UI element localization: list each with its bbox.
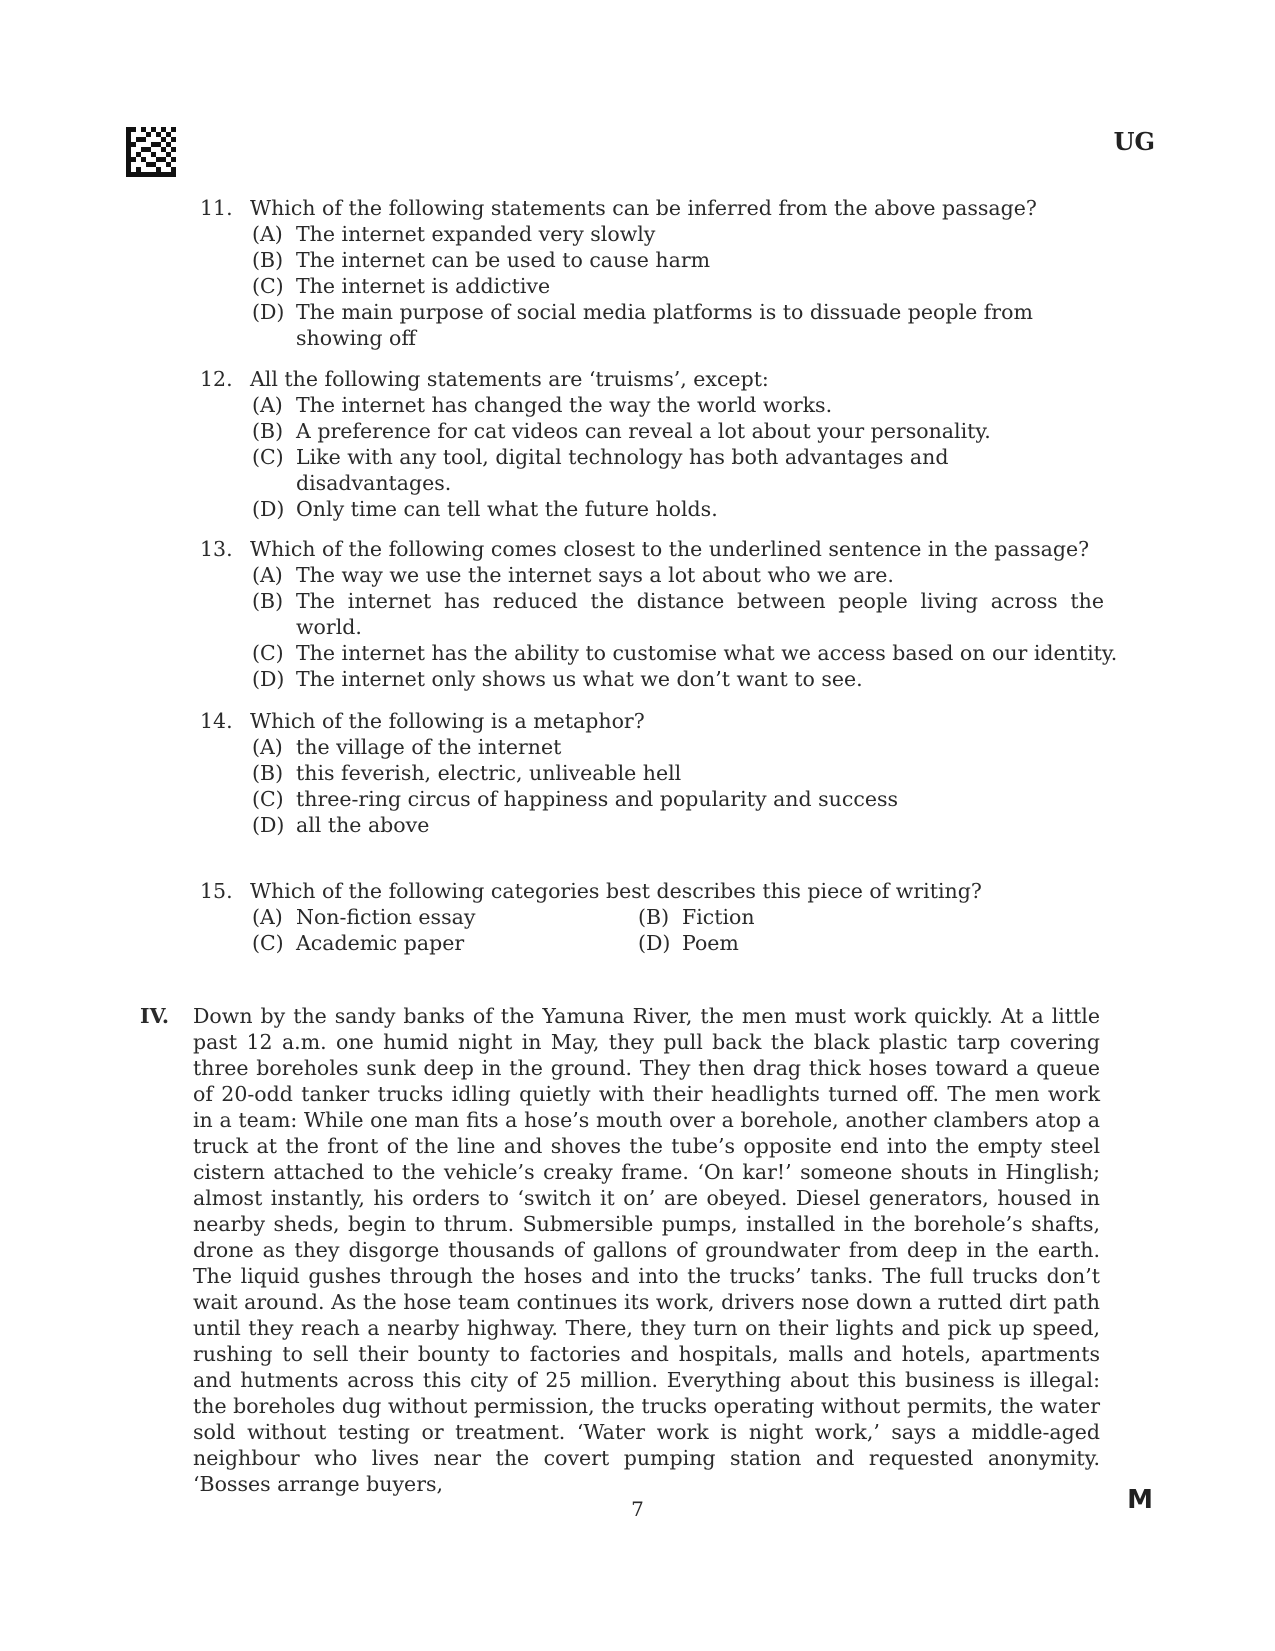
option-label: (C) — [252, 445, 284, 469]
question-stem: All the following statements are ‘truisms’, except: — [250, 367, 769, 391]
option-text: all the above — [296, 813, 430, 837]
option-text: three-ring circus of happiness and popularity and success — [296, 787, 898, 811]
qr-code — [126, 127, 178, 179]
option-label: (D) — [252, 300, 285, 324]
option-text: The internet is addictive — [296, 274, 551, 298]
question-number: 15. — [200, 879, 233, 903]
option-label: (A) — [252, 563, 283, 587]
option-label: (B) — [252, 589, 284, 613]
option-label: (C) — [252, 274, 284, 298]
option-label: (A) — [252, 393, 283, 417]
option-label: (D) — [252, 667, 285, 691]
option-text: Like with any tool, digital technology has both advantages and disadvantages. — [296, 445, 949, 495]
option-a — [252, 221, 1100, 247]
question-14 — [200, 708, 1100, 838]
question-15 — [200, 878, 1100, 956]
question-number: 14. — [200, 709, 233, 733]
option-c — [252, 930, 464, 956]
option-text: The internet has the ability to customise what we access based on our identity. — [296, 641, 1118, 665]
option-text: The internet has changed the way the world works. — [296, 393, 833, 417]
question-stem: Which of the following comes closest to the underlined sentence in the passage? — [250, 537, 1090, 561]
option-label: (A) — [252, 222, 283, 246]
option-text: the village of the internet — [296, 735, 562, 759]
option-label: (C) — [252, 787, 284, 811]
option-label: (C) — [252, 931, 284, 955]
option-text: Only time can tell what the future holds. — [296, 497, 718, 521]
option-label: (B) — [252, 248, 284, 272]
option-label: (D) — [638, 931, 671, 955]
option-d — [252, 496, 1100, 522]
option-label: (B) — [638, 905, 670, 929]
option-text: The main purpose of social media platforms is to dissuade people from showing off — [296, 300, 1033, 350]
option-label: (A) — [252, 905, 283, 929]
series-code: M — [1127, 1485, 1153, 1515]
option-text: Poem — [682, 931, 739, 955]
option-text: A preference for cat videos can reveal a lot about your personality. — [296, 419, 991, 443]
question-number: 13. — [200, 537, 233, 561]
option-text: this feverish, electric, unliveable hell — [296, 761, 682, 785]
option-d — [638, 930, 739, 956]
option-d — [252, 812, 1100, 838]
option-text: The internet can be used to cause harm — [296, 248, 711, 272]
option-text: The way we use the internet says a lot about who we are. — [296, 563, 894, 587]
question-number: 12. — [200, 367, 233, 391]
option-row — [252, 904, 1100, 930]
option-a — [252, 734, 1100, 760]
question-stem: Which of the following statements can be inferred from the above passage? — [250, 196, 1037, 220]
option-b — [252, 247, 1100, 273]
option-label: (B) — [252, 761, 284, 785]
option-label: (D) — [252, 497, 285, 521]
option-b — [252, 418, 1100, 444]
question-number: 11. — [200, 196, 233, 220]
passage-text: Down by the sandy banks of the Yamuna River, the men must work quickly. At a little past 12 a.m. one humid night in May, they pull back the black plastic tarp covering three boreholes sunk deep in the ground. They then drag thick hoses toward a queue of 20-odd tanker trucks idling quietly with their headlights turned off. The men work in a team: While one man fits a hose’s mouth over a borehole, another clambers atop a truck at the front of the line and shoves the tube’s opposite end into the empty steel cistern attached to the vehicle’s creaky frame. ‘On kar!’ someone shouts in Hinglish; almost instantly, his orders to ‘switch it on’ are obeyed. Diesel generators, housed in nearby sheds, begin to thrum. Submersible pumps, installed in the borehole’s shafts, drone as they disgorge thousands of gallons of groundwater from deep in the earth. The liquid gushes through the hoses and into the trucks’ tanks. The full trucks don’t wait around. As the hose team continues its work, drivers nose down a rutted dirt path until they reach a nearby highway. There, they turn on their lights and pick up speed, rushing to sell their bounty to factories and hospitals, malls and hotels, apartments and hutments across this city of 25 million. Everything about this business is illegal: the boreholes dug without permission, the trucks operating without permits, the water sold without testing or treatment. ‘Water work is night work,’ says a middle-aged neighbour who lives near the covert pumping station and requested anonymity. ‘Bosses arrange buyers, — [193, 1004, 1100, 1496]
option-b-continued — [252, 614, 1100, 640]
option-text: Academic paper — [296, 931, 465, 955]
option-c — [252, 273, 1100, 299]
question-11 — [200, 195, 1100, 351]
passage-section — [140, 1003, 1100, 1497]
option-text: Non-fiction essay — [296, 905, 476, 929]
option-b — [252, 588, 1104, 614]
option-text-line-1: The internet has reduced the distance between people living across the — [296, 589, 1104, 613]
option-label: (C) — [252, 641, 284, 665]
option-text-line-2: world. — [296, 615, 362, 639]
question-13 — [200, 536, 1118, 692]
question-stem: Which of the following categories best describes this piece of writing? — [250, 879, 982, 903]
paper-code: UG — [1113, 127, 1155, 156]
option-label: (B) — [252, 419, 284, 443]
option-c — [252, 444, 996, 496]
section-numeral: IV. — [140, 1004, 170, 1028]
option-d — [252, 666, 1100, 692]
question-12 — [200, 366, 1100, 522]
option-a — [252, 562, 1100, 588]
option-b — [638, 904, 755, 930]
option-row — [252, 930, 1100, 956]
option-a — [252, 904, 475, 930]
option-c — [252, 640, 1126, 666]
option-text: The internet only shows us what we don’t want to see. — [296, 667, 863, 691]
option-d — [252, 299, 1056, 351]
question-stem: Which of the following is a metaphor? — [250, 709, 645, 733]
option-c — [252, 786, 1100, 812]
option-text: Fiction — [682, 905, 755, 929]
option-text: The internet expanded very slowly — [296, 222, 656, 246]
option-label: (D) — [252, 813, 285, 837]
option-label: (A) — [252, 735, 283, 759]
option-b — [252, 760, 1100, 786]
page-number: 7 — [631, 1497, 644, 1521]
option-a — [252, 392, 1100, 418]
